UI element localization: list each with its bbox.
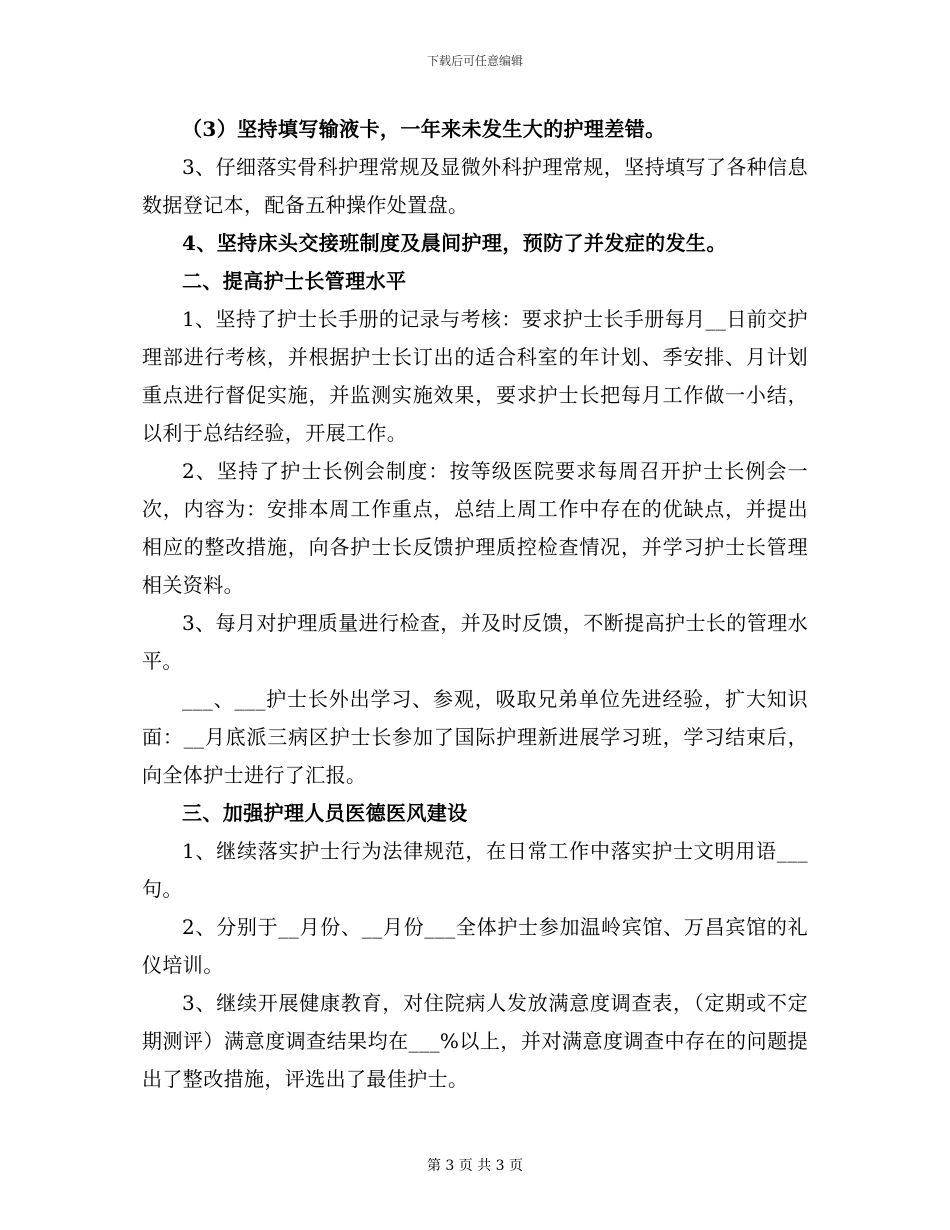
paragraph-etiquette-training: 2、分别于__月份、__月份___全体护士参加温岭宾馆、万昌宾馆的礼仪培训。 [142,915,808,977]
paragraph-behavior-norms: 1、继续落实护士行为法律规范，在日常工作中落实护士文明用语___句。 [142,839,808,901]
paragraph-orthopedic-routine: 3、仔细落实骨科护理常规及显微外科护理常规，坚持填写了各种信息数据登记本，配备五种操作处置盘。 [142,155,808,217]
section-heading-medical-ethics: 三、加强护理人员医德医风建设 [182,801,468,825]
paragraph-head-nurse-handbook: 1、坚持了护士长手册的记录与考核：要求护士长手册每月__日前交护理部进行考核，并根据护士长订出的适合科室的年计划、季安排、月计划重点进行督促实施，并监测实施效果，要求护士长把每月工作做一小结，以利于总结经验，开展工作。 [142,307,808,445]
paragraph-external-study: ___、___护士长外出学习、参观，吸取兄弟单位先进经验，扩大知识面：__月底派三病区护士长参加了国际护理新进展学习班，学习结束后，向全体护士进行了汇报。 [142,687,808,787]
document-body [142,110,808,1098]
paragraph-health-education: 3、继续开展健康教育，对住院病人发放满意度调查表，（定期或不定期测评）满意度调查结果均在___%以上，并对满意度调查中存在的问题提出了整改措施，评选出了最佳护士。 [142,991,808,1091]
paragraph-head-nurse-meeting: 2、坚持了护士长例会制度：按等级医院要求每周召开护士长例会一次，内容为：安排本周工作重点，总结上周工作中存在的优缺点，并提出相应的整改措施，向各护士长反馈护理质控检查情况，并学习护士长管理相关资料。 [142,459,808,597]
page-header-note: 下载后可任意编辑 [426,54,523,68]
section-heading-head-nurse-management: 二、提高护士长管理水平 [182,269,407,293]
page-number-footer: 第 3 页 共 3 页 [426,1158,524,1174]
paragraph-handover-system: 4、坚持床头交接班制度及晨间护理，预防了并发症的发生。 [182,231,727,255]
paragraph-monthly-quality-check: 3、每月对护理质量进行检查，并及时反馈，不断提高护士长的管理水平。 [142,611,808,673]
paragraph-infusion-card: （3）坚持填写输液卡，一年来未发生大的护理差错。 [182,117,666,141]
